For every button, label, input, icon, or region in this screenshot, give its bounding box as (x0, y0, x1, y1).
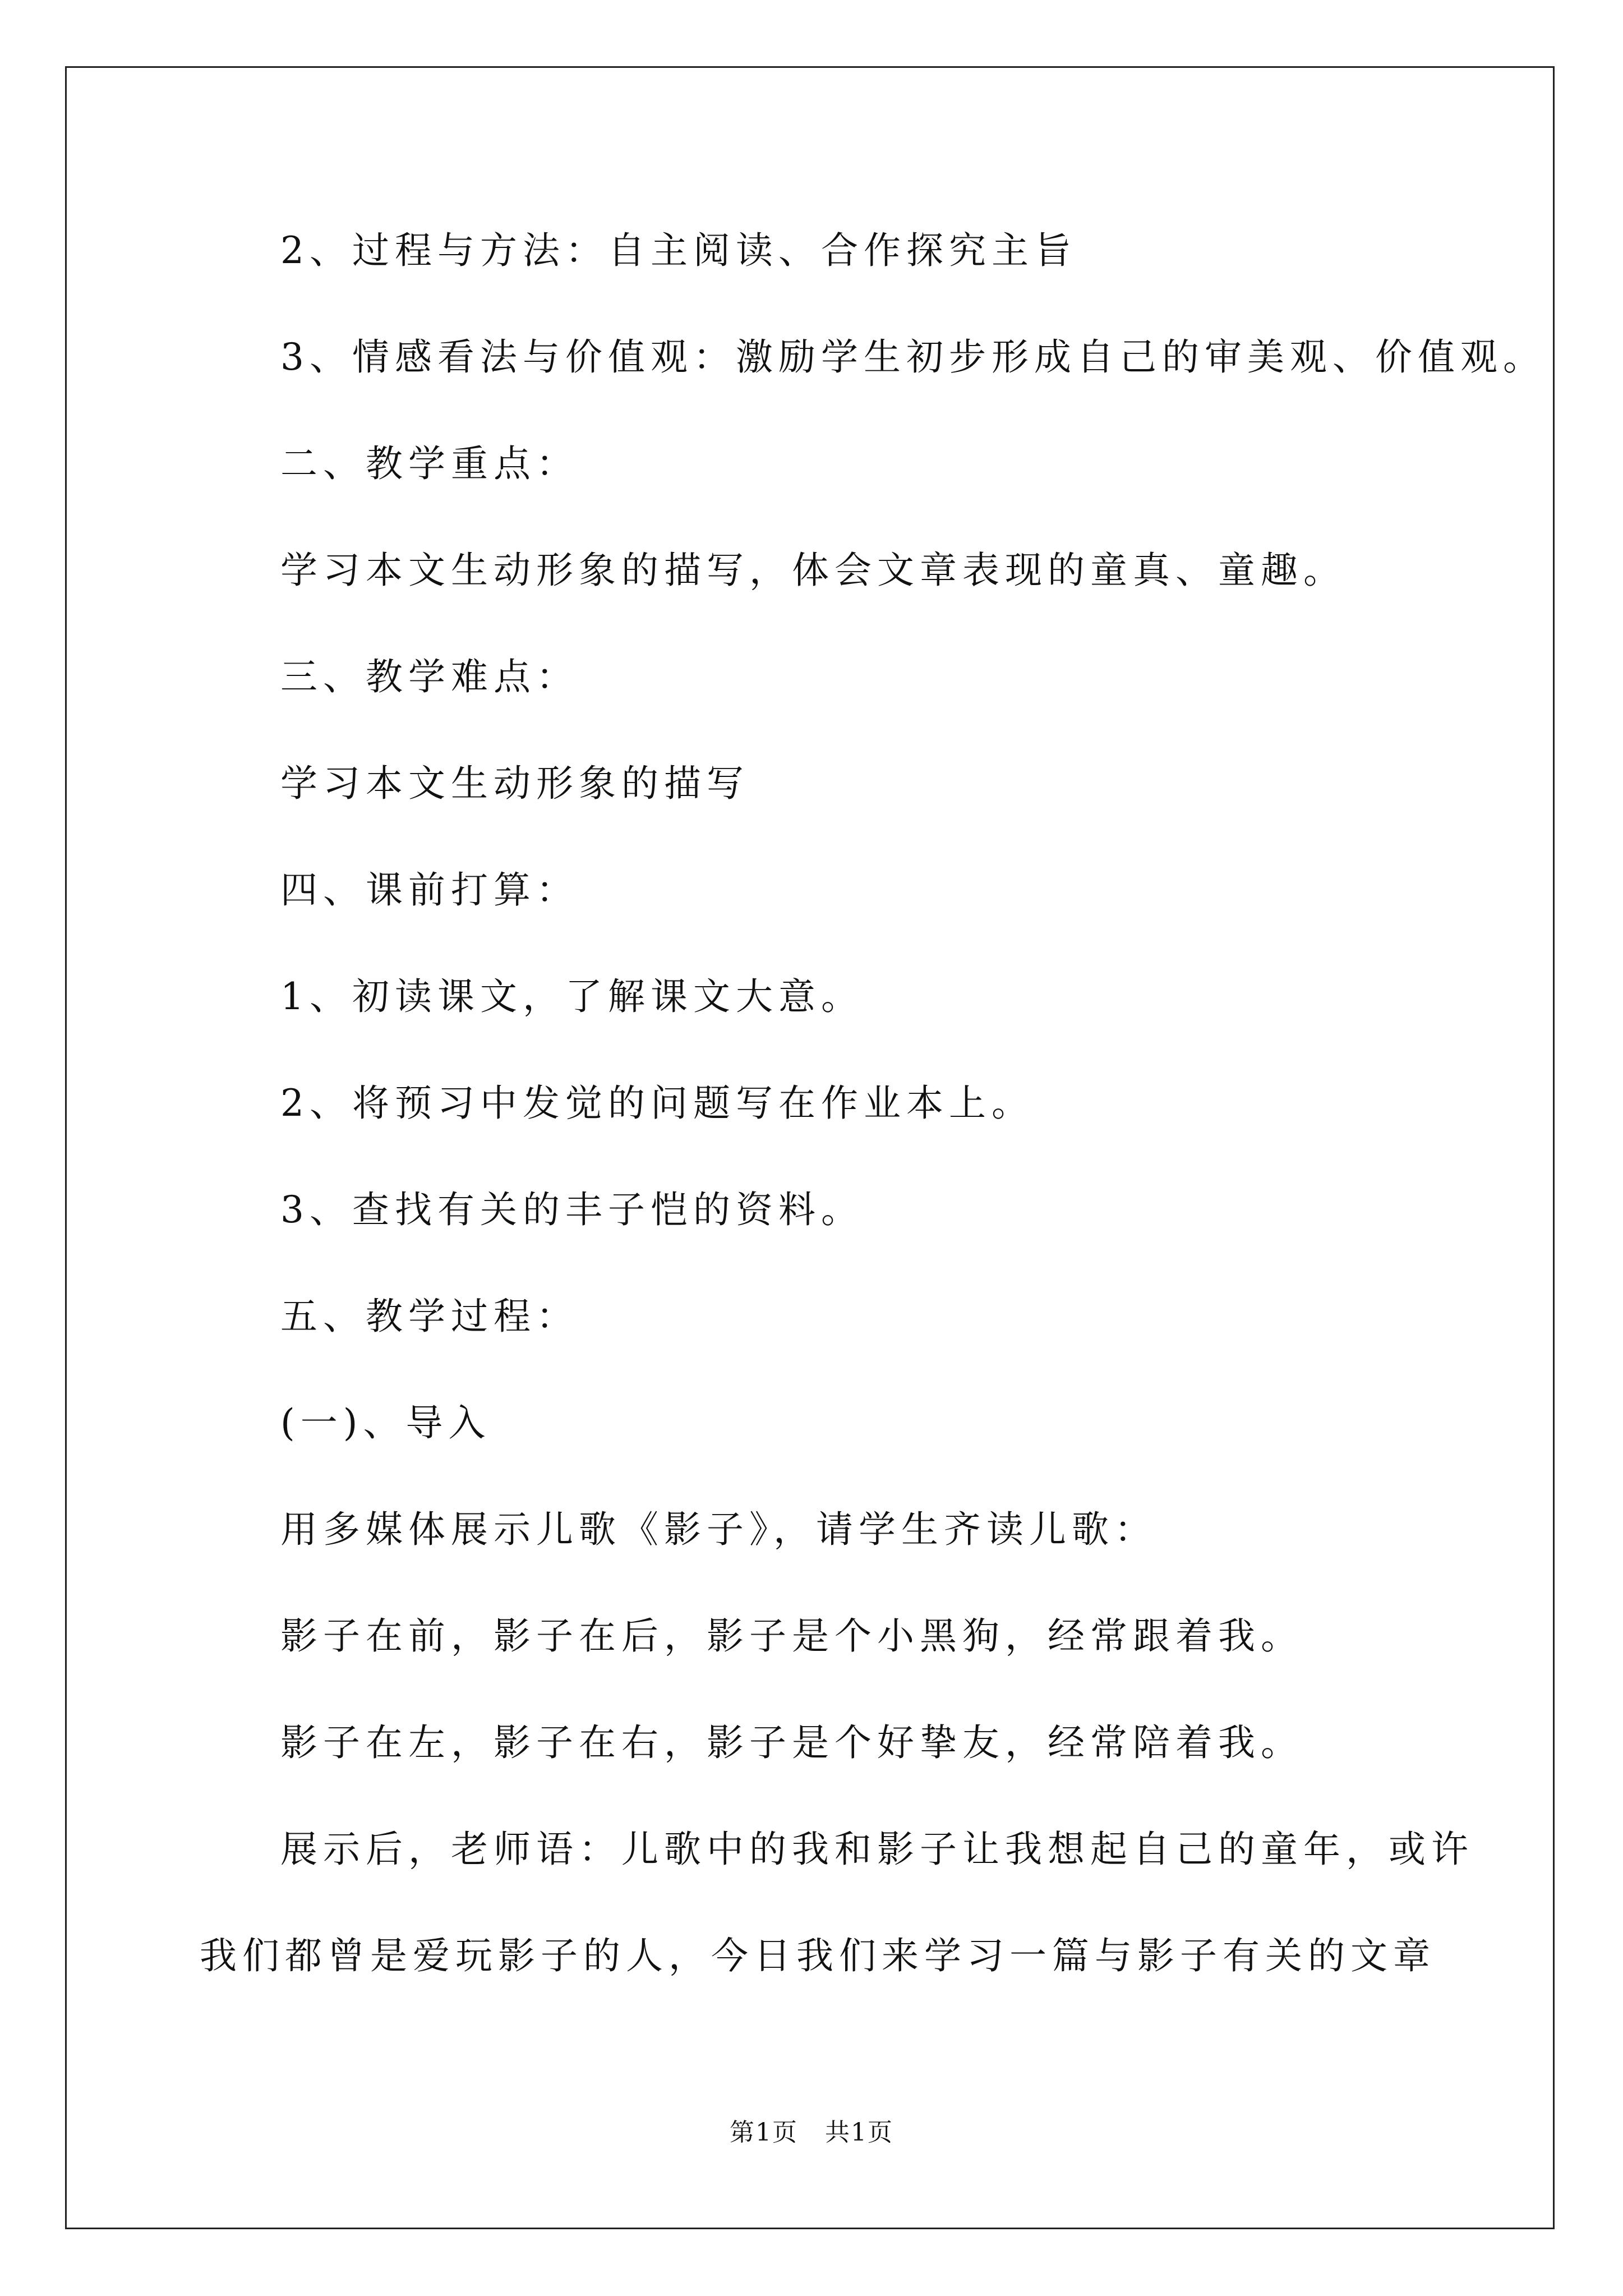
section-heading: 二、教学重点： (280, 442, 579, 485)
section-heading: 三、教学难点： (280, 655, 579, 698)
subsection-heading: (一)、导入 (280, 1401, 491, 1444)
text-line: 影子在前，影子在后，影子是个小黑狗，经常跟着我。 (280, 1614, 1303, 1658)
text-line: 展示后，老师语：儿歌中的我和影子让我想起自己的童年，或许 (280, 1828, 1474, 1871)
page-border (65, 66, 1555, 2229)
page-footer: 第1页 共1页 (730, 2118, 893, 2147)
text-line: 2、过程与方法：自主阅读、合作探究主旨 (280, 229, 1077, 272)
text-line: 2、将预习中发觉的问题写在作业本上。 (280, 1082, 1034, 1125)
text-line: 3、查找有关的丰子恺的资料。 (280, 1188, 864, 1231)
section-heading: 四、课前打算： (280, 868, 579, 912)
text-line: 学习本文生动形象的描写 (280, 762, 749, 805)
text-line: 影子在左，影子在右，影子是个好挚友，经常陪着我。 (280, 1721, 1303, 1764)
text-line: 3、情感看法与价值观：激励学生初步形成自己的审美观、价值观。 (280, 335, 1546, 379)
text-line: 我们都曾是爱玩影子的人，今日我们来学习一篇与影子有关的文章 (200, 1934, 1436, 1977)
section-heading: 五、教学过程： (280, 1295, 579, 1338)
text-line: 学习本文生动形象的描写，体会文章表现的童真、童趣。 (280, 549, 1346, 592)
text-line: 1、初读课文，了解课文大意。 (280, 975, 864, 1018)
text-line: 用多媒体展示儿歌《影子》，请学生齐读儿歌： (280, 1508, 1157, 1551)
